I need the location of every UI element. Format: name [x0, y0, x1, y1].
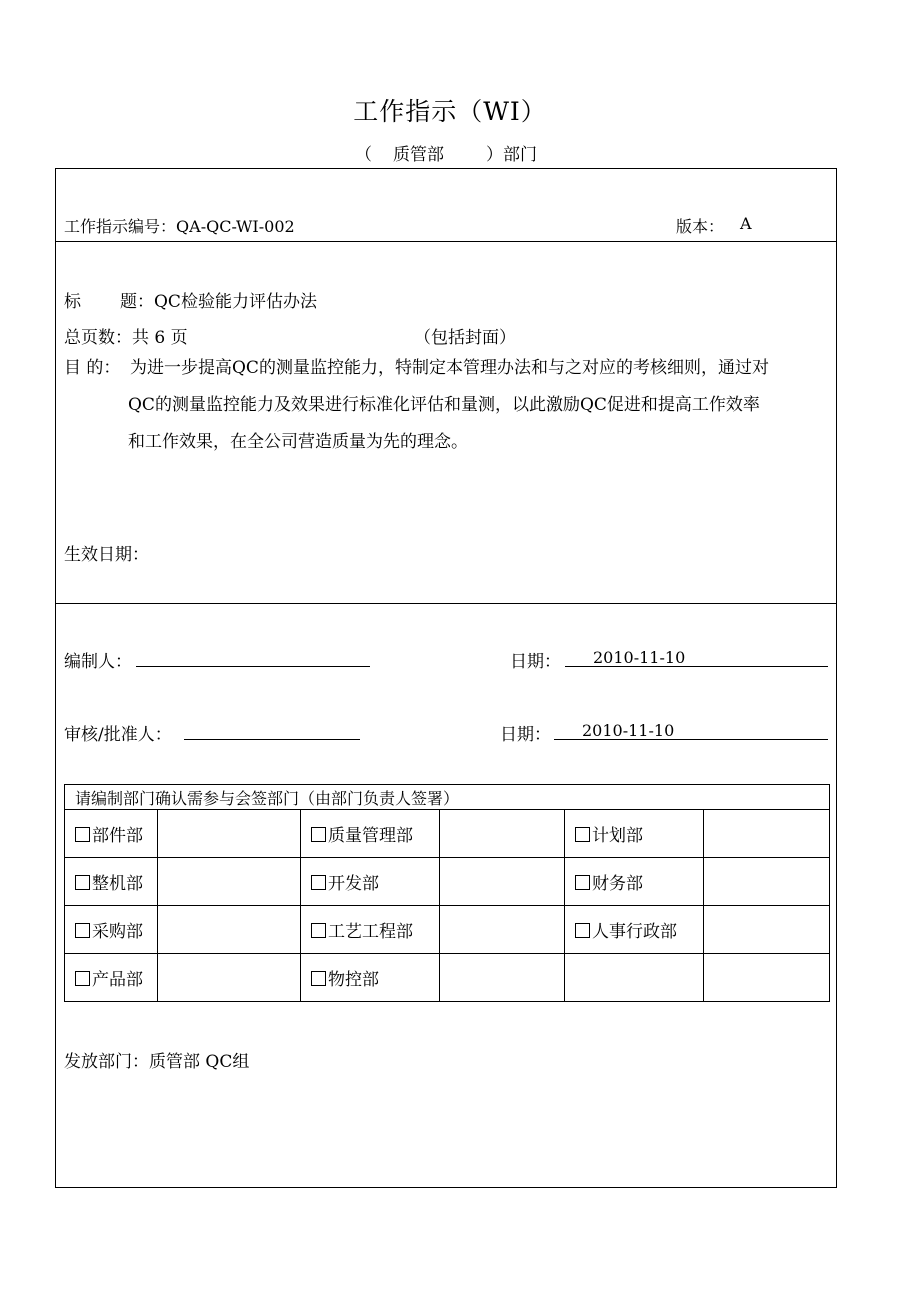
- pages-label: 总页数：: [64, 328, 132, 348]
- checkbox-icon[interactable]: [75, 875, 90, 890]
- dept-checkbox-cell[interactable]: [301, 858, 440, 906]
- table-row: [65, 954, 830, 1002]
- countersign-table: [64, 784, 830, 1002]
- checkbox-icon[interactable]: [311, 923, 326, 938]
- wi-number-field: [64, 214, 295, 237]
- dept-close-label: ）部门: [486, 145, 537, 165]
- dept-label: 物控部: [328, 970, 379, 990]
- table-row: [65, 810, 830, 858]
- approver-date: 2010-11-10: [582, 721, 675, 740]
- subject-label-a: 标: [64, 292, 81, 312]
- dept-label: 工艺工程部: [328, 922, 413, 942]
- signature-cell[interactable]: [440, 810, 565, 858]
- signature-cell[interactable]: [158, 858, 301, 906]
- signature-cell[interactable]: [704, 858, 830, 906]
- checkbox-icon[interactable]: [75, 971, 90, 986]
- signature-cell[interactable]: [704, 810, 830, 858]
- dept-label: 人事行政部: [592, 922, 677, 942]
- dept-checkbox-cell[interactable]: [65, 810, 158, 858]
- dept-checkbox-cell[interactable]: [65, 906, 158, 954]
- checkbox-icon[interactable]: [575, 827, 590, 842]
- countersign-header: 请编制部门确认需参与会签部门（由部门负责人签署）: [65, 785, 830, 810]
- signature-cell[interactable]: [158, 906, 301, 954]
- wi-number-label: 工作指示编号：: [64, 217, 177, 236]
- issue-dept-field: [64, 1047, 249, 1072]
- author-underline: [136, 666, 370, 667]
- dept-checkbox-cell[interactable]: [301, 810, 440, 858]
- checkbox-icon[interactable]: [75, 923, 90, 938]
- wi-number: QA-QC-WI-002: [176, 217, 295, 236]
- signature-cell[interactable]: [704, 954, 830, 1002]
- signature-cell[interactable]: [158, 954, 301, 1002]
- table-row: [65, 858, 830, 906]
- dept-label: 部件部: [92, 826, 143, 846]
- author-label: 编制人：: [64, 652, 132, 672]
- dept-open-paren: （: [355, 145, 372, 165]
- dept-label: 计划部: [592, 826, 643, 846]
- dept-label: 质量管理部: [328, 826, 413, 846]
- author-date-underline: [565, 666, 828, 667]
- approver-underline: [184, 739, 360, 740]
- author-date: 2010-11-10: [593, 648, 686, 667]
- document-frame: [55, 168, 837, 1188]
- section-divider: [55, 603, 837, 604]
- version-value: A: [740, 214, 752, 233]
- pages-value: 共 6 页: [132, 328, 188, 348]
- signature-cell[interactable]: [440, 954, 565, 1002]
- purpose-line-1: 为进一步提高QC的测量监控能力，特制定本管理办法和与之对应的考核细则，通过对: [130, 358, 769, 378]
- checkbox-icon[interactable]: [311, 827, 326, 842]
- issue-dept-label: 发放部门：: [64, 1052, 149, 1072]
- dept-name: 质管部: [393, 145, 444, 165]
- dept-checkbox-cell[interactable]: [565, 906, 704, 954]
- checkbox-icon[interactable]: [75, 827, 90, 842]
- section-divider: [55, 241, 837, 242]
- signature-cell[interactable]: [440, 858, 565, 906]
- effective-date-label: 生效日期：: [64, 545, 149, 565]
- checkbox-icon[interactable]: [311, 875, 326, 890]
- pages-field: [64, 323, 188, 348]
- table-row: [65, 906, 830, 954]
- issue-dept: 质管部 QC组: [149, 1052, 250, 1072]
- dept-label: 产品部: [92, 970, 143, 990]
- purpose-line-2: QC的测量监控能力及效果进行标准化评估和量测，以此激励QC促进和提高工作效率: [128, 395, 760, 415]
- pages-note: （包括封面）: [414, 328, 516, 348]
- dept-checkbox-cell[interactable]: [301, 954, 440, 1002]
- author-date-label: 日期：: [510, 652, 561, 672]
- purpose-label: 目 的：: [64, 358, 121, 378]
- approver-date-underline: [554, 739, 828, 740]
- subject-label-b: 题：: [120, 292, 154, 312]
- approver-date-label: 日期：: [500, 725, 551, 745]
- dept-label: 整机部: [92, 874, 143, 894]
- signature-cell[interactable]: [158, 810, 301, 858]
- dept-checkbox-cell[interactable]: [65, 858, 158, 906]
- document-title: 工作指示（WI）: [353, 97, 547, 126]
- signature-cell[interactable]: [704, 906, 830, 954]
- empty-cell: [565, 954, 704, 1002]
- dept-checkbox-cell[interactable]: [301, 906, 440, 954]
- dept-checkbox-cell[interactable]: [565, 810, 704, 858]
- dept-label: 财务部: [592, 874, 643, 894]
- approver-label: 审核/批准人：: [64, 725, 172, 745]
- version-label: 版本：: [676, 217, 725, 236]
- dept-label: 采购部: [92, 922, 143, 942]
- purpose-line-3: 和工作效果，在全公司营造质量为先的理念。: [128, 432, 468, 452]
- dept-checkbox-cell[interactable]: [65, 954, 158, 1002]
- subject-value: QC检验能力评估办法: [154, 292, 317, 312]
- checkbox-icon[interactable]: [575, 875, 590, 890]
- signature-cell[interactable]: [440, 906, 565, 954]
- dept-label: 开发部: [328, 874, 379, 894]
- checkbox-icon[interactable]: [311, 971, 326, 986]
- dept-checkbox-cell[interactable]: [565, 858, 704, 906]
- checkbox-icon[interactable]: [575, 923, 590, 938]
- subject-field: [120, 287, 317, 312]
